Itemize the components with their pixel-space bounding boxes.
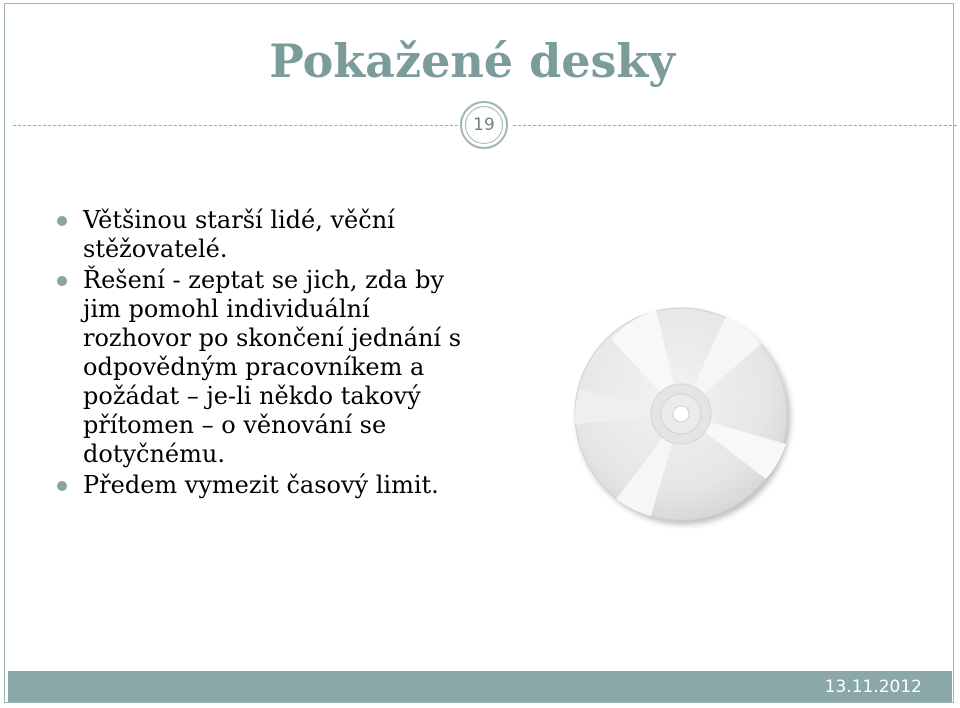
bullet-text: Většinou starší lidé, věční stěžovatelé. bbox=[83, 206, 395, 263]
bullet-text: Předem vymezit časový limit. bbox=[83, 471, 439, 499]
footer-bar bbox=[8, 671, 952, 702]
bullet-item bbox=[55, 266, 485, 469]
bullet-dot-icon bbox=[57, 216, 67, 226]
footer-date: 13.11.2012 bbox=[824, 677, 922, 697]
slide bbox=[4, 3, 954, 703]
bullet-text: Řešení - zeptat se jich, zda by jim pomohl individuální rozhovor po skončení jednání s odpovědným pracovníkem a požádat – je-li někdo takový přítomen – o věnování se dotyčnému. bbox=[83, 266, 462, 468]
bullet-item bbox=[55, 206, 485, 264]
bullet-list bbox=[55, 206, 485, 502]
slide-title: Pokažené desky bbox=[269, 34, 675, 88]
bullet-item bbox=[55, 471, 485, 500]
bullet-dot-icon bbox=[57, 481, 67, 491]
page-number-badge bbox=[460, 101, 508, 149]
compact-disc-icon bbox=[571, 304, 796, 529]
page-number: 19 bbox=[465, 106, 503, 144]
title-divider-left bbox=[13, 125, 458, 126]
bullet-dot-icon bbox=[57, 276, 67, 286]
title-divider-right bbox=[513, 125, 957, 126]
